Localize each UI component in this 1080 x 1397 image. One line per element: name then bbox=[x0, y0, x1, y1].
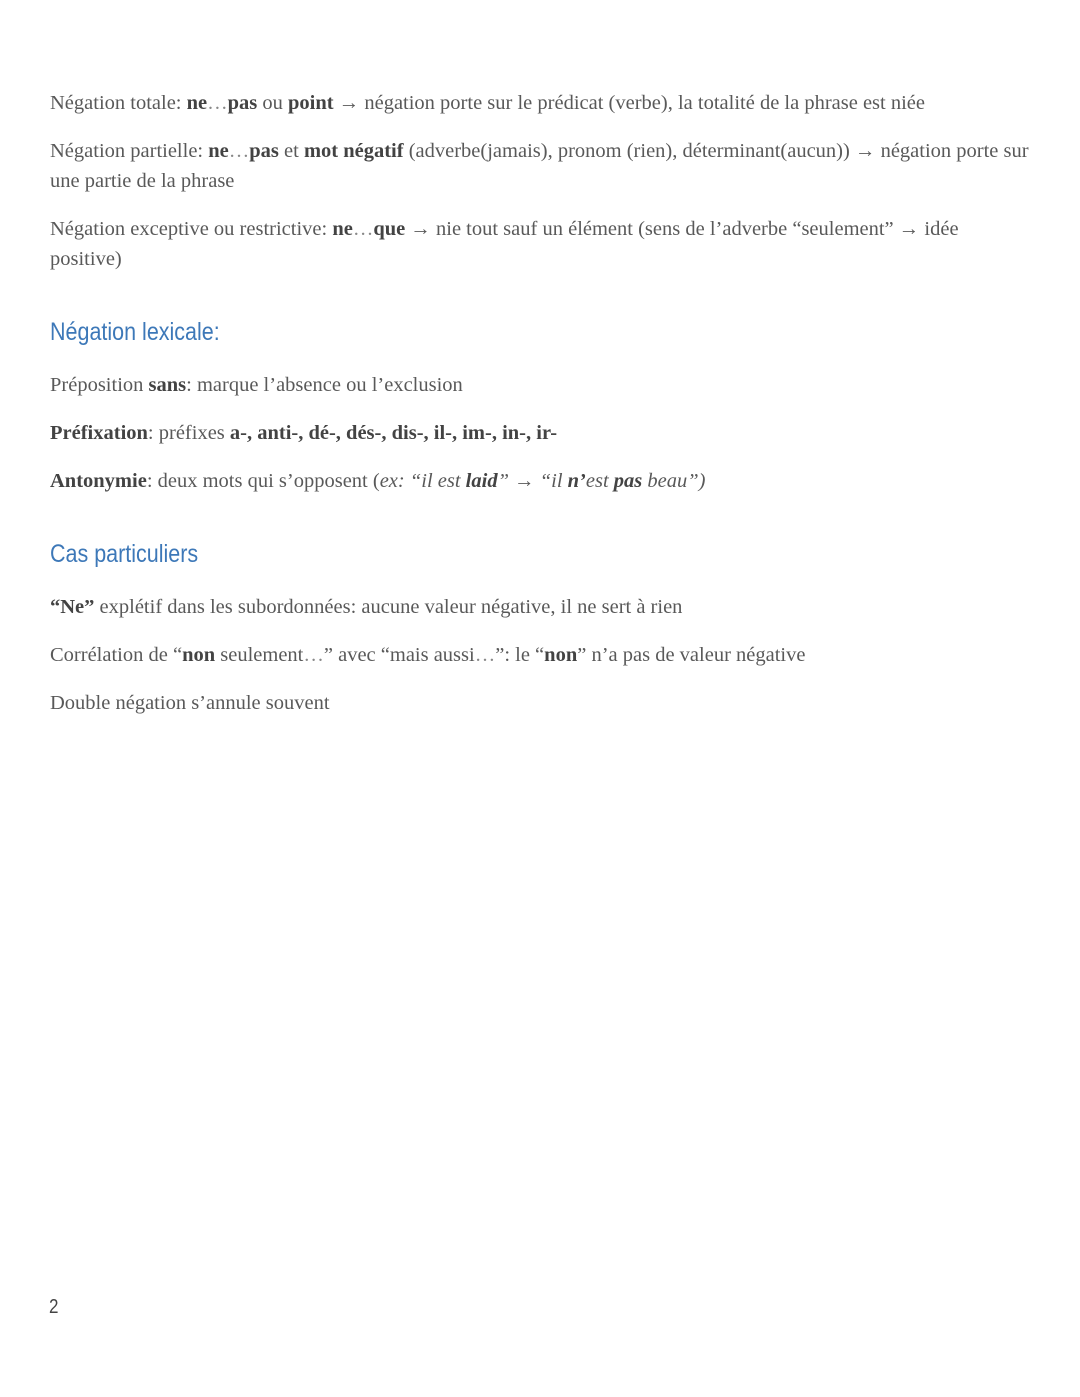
paragraph-prefixation: Préfixation: préfixes a-, anti-, dé-, dés-, dis-, il-, im-, in-, ir- bbox=[50, 422, 558, 444]
paragraph-ne-expletif: “Ne” explétif dans les subordonnées: aucune valeur négative, il ne sert à rien bbox=[50, 596, 683, 618]
paragraph-double-negation: Double négation s’annule souvent bbox=[50, 692, 330, 714]
page-number: 2 bbox=[49, 1296, 59, 1318]
heading-cas-particuliers: Cas particuliers bbox=[50, 540, 199, 568]
paragraph-correlation: Corrélation de “non seulement…” avec “mais aussi…”: le “non” n’a pas de valeur négative bbox=[50, 644, 806, 666]
paragraph-preposition-sans: Préposition sans: marque l’absence ou l’exclusion bbox=[50, 374, 463, 396]
document-page bbox=[50, 88, 1030, 718]
paragraph-antonymie: Antonymie: deux mots qui s’opposent (ex: “il est laid” → “il n’est pas beau”) bbox=[50, 470, 706, 492]
paragraph-negation-exceptive: Négation exceptive ou restrictive: ne…que → nie tout sauf un élément (sens de l’adverbe “seulement” → idée positive) bbox=[50, 218, 959, 270]
paragraph-negation-partielle: Négation partielle: ne…pas et mot négatif (adverbe(jamais), pronom (rien), déterminant(aucun)) → négation porte sur une partie de la phrase bbox=[50, 140, 1029, 192]
paragraph-negation-totale: Négation totale: ne…pas ou point → négation porte sur le prédicat (verbe), la totalité de la phrase est niée bbox=[50, 92, 926, 114]
heading-negation-lexicale: Négation lexicale: bbox=[50, 318, 220, 346]
